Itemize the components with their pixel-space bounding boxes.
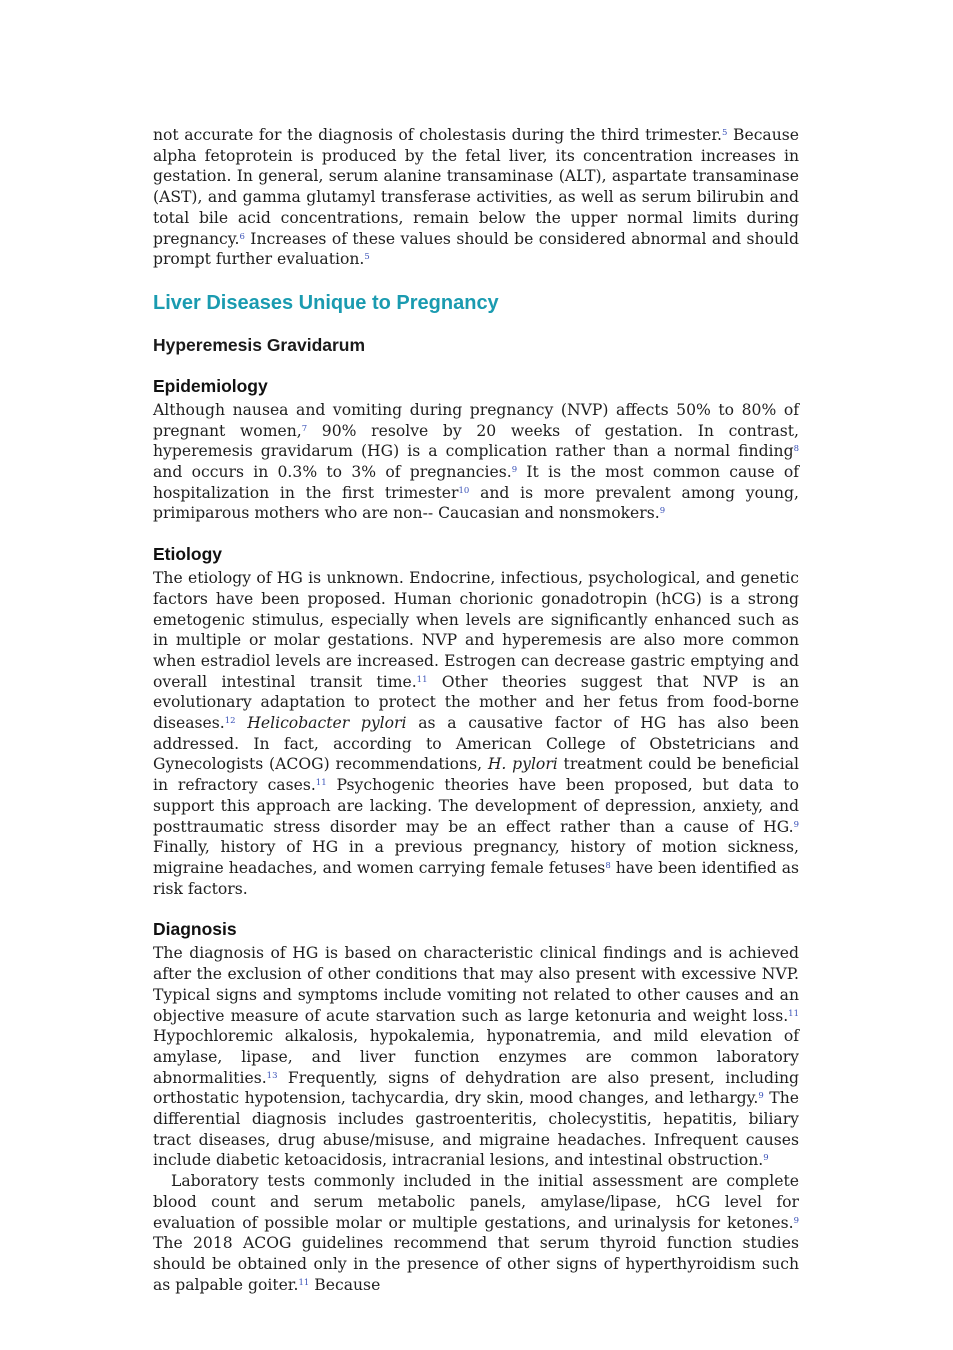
reference-superscript: 7	[301, 423, 308, 434]
italic-text: H. pylori	[487, 755, 558, 774]
reference-superscript: 9	[511, 465, 518, 476]
reference-superscript: 6	[239, 231, 245, 242]
reference-superscript: 11	[416, 674, 428, 685]
text-run: Although nausea and vomiting during pregnancy (NVP) affects 50% to 80% of pregnant women,	[153, 400, 799, 440]
reference-superscript: 9	[763, 1153, 769, 1164]
page-content	[153, 125, 799, 1295]
epidemiology-heading: Epidemiology	[153, 375, 268, 396]
reference-superscript: 9	[793, 819, 799, 830]
text-run: have been identified as risk factors.	[153, 858, 800, 898]
italic-text: Helicobacter pylori	[247, 714, 407, 733]
diagnosis-heading: Diagnosis	[153, 919, 237, 940]
text-run: The diagnosis of HG is based on characteristic clinical findings and is achieved after the exclusion of other conditions that may also present with excessive NVP. Typical signs and symptoms include vomiting not related to other causes and an objective measure of acute starvation such as large ketonuria and weight loss.	[153, 944, 799, 1025]
epidemiology-paragraph	[153, 400, 799, 524]
reference-superscript: 9	[758, 1091, 764, 1102]
reference-superscript: 12	[224, 716, 236, 727]
section-heading: Liver Diseases Unique to Pregnancy	[153, 291, 499, 314]
etiology-heading: Etiology	[153, 544, 223, 565]
reference-superscript: 9	[793, 1215, 799, 1226]
diagnosis-paragraph-1	[153, 943, 799, 1171]
text-run: not accurate for the diagnosis of cholestasis during the third trimester.	[153, 126, 723, 144]
reference-superscript: 5	[722, 128, 728, 138]
reference-superscript: 11	[315, 778, 327, 789]
text-run: Frequently, signs of dehydration are also present, including orthostatic hypotension, tachycardia, dry skin, mood changes, and lethargy.	[153, 1068, 799, 1108]
text-run: Hypochloremic alkalosis, hypokalemia, hyponatremia, and mild elevation of amylase, lipase, and liver function enzymes are common laboratory abnormalities.	[153, 1027, 799, 1087]
reference-superscript: 8	[605, 860, 611, 871]
text-run: The 2018 ACOG guidelines recommend that serum thyroid function studies should be obtained only in the presence of other signs of hyperthyroidism such as palpable goiter.	[153, 1234, 799, 1294]
text-run: and is more prevalent among young, primiparous mothers who are non-- Caucasian and nonsmokers.	[153, 483, 799, 523]
diagnosis-paragraph-2	[153, 1171, 799, 1295]
text-run: Finally, history of HG in a previous pregnancy, history of motion sickness, migraine headaches, and women carrying female fetuses	[153, 838, 799, 877]
reference-superscript: 11	[788, 1008, 799, 1019]
text-run: The etiology of HG is unknown. Endocrine, infectious, psychological, and genetic factors have been proposed. Human chorionic gonadotropin (hCG) is a strong emetogenic stimulus, especially when levels are significantly enhanced such as in multiple or molar gestations. NVP and hyperemesis are also more common when estradiol levels are increased. Estrogen can decrease gastric emptying and overall intestinal transit time.	[153, 569, 799, 691]
text-run: 90% resolve by 20 weeks of gestation. In contrast, hyperemesis gravidarum (HG) is a complication rather than a normal finding	[153, 421, 799, 461]
reference-superscript: 11	[298, 1277, 310, 1288]
reference-superscript: 13	[266, 1070, 278, 1081]
text-run: Because alpha fetoprotein is produced by the fetal liver, its concentration increases in gestation. In general, serum alanine transaminase (ALT), aspartate transaminase (AST), and gamma glutamyl transferase activities, as well as serum bilirubin and total bile acid concentrations, remain below the upper normal limits during pregnancy.	[153, 126, 799, 248]
intro-paragraph	[153, 125, 799, 270]
reference-superscript: 9	[659, 506, 666, 517]
text-run: The differential diagnosis includes gastroenteritis, cholecystitis, hepatitis, biliary tract diseases, drug abuse/misuse, and migraine headaches. Infrequent causes include diabetic ketoacidosis, intracranial lesions, and intestinal obstruction.	[153, 1089, 799, 1170]
subsection-heading: Hyperemesis Gravidarum	[153, 334, 366, 355]
text-run: Because	[309, 1275, 381, 1294]
reference-superscript: 5	[364, 252, 370, 263]
text-run: Other theories suggest that NVP is an evolutionary adaptation to protect the mother and her fetus from food-borne diseases.	[153, 672, 799, 733]
reference-superscript: 10	[458, 485, 470, 496]
text-run	[236, 714, 248, 732]
text-run: Psychogenic theories have been proposed, but data to support this approach are lacking. The development of depression, anxiety, and posttraumatic stress disorder may be an effect rather than a cause of HG.	[153, 776, 799, 836]
text-run: and occurs in 0.3% to 3% of pregnancies.	[153, 463, 512, 482]
text-run: Increases of these values should be considered abnormal and should prompt further evaluation.	[153, 229, 799, 269]
reference-superscript: 8	[793, 444, 799, 455]
text-run: It is the most common cause of hospitalization in the first trimester	[153, 463, 799, 502]
text-run: Laboratory tests commonly included in the initial assessment are complete blood count and serum metabolic panels, amylase/lipase, hCG level for evaluation of possible molar or multiple gestations, and urinalysis for ketones.	[153, 1172, 799, 1232]
etiology-paragraph	[153, 568, 799, 899]
text-run: as a causative factor of HG has also been addressed. In fact, according to American College of Obstetricians and Gynecologists (ACOG) recommendations,	[153, 714, 800, 774]
text-run: treatment could be beneficial in refractory cases.	[153, 755, 799, 795]
